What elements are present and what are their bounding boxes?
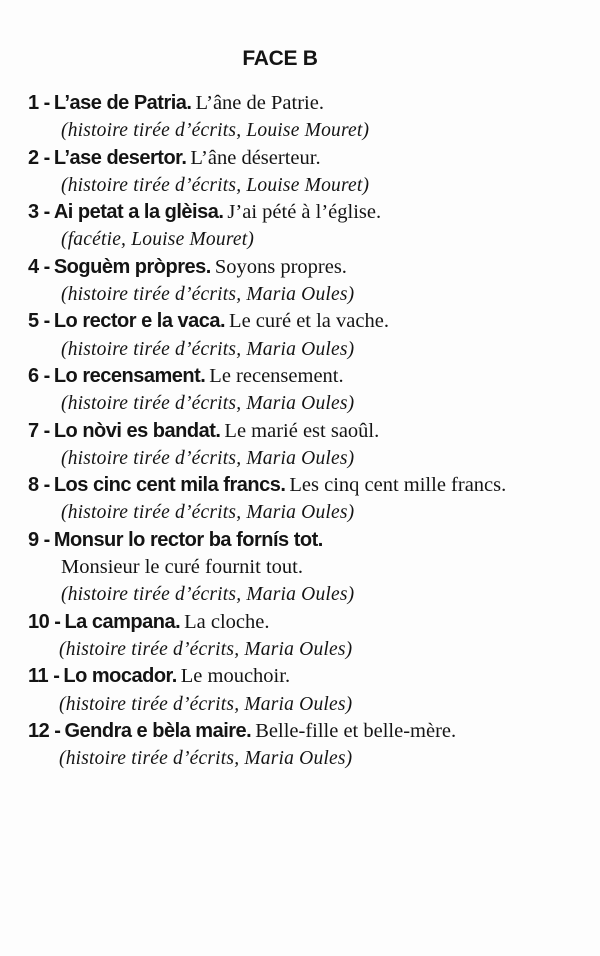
track-title-occitan: Lo nòvi es bandat.: [53, 419, 221, 442]
track-item: [28, 609, 594, 664]
track-number: 6 -: [28, 364, 50, 387]
track-number: 10 -: [28, 610, 61, 633]
track-number: 5 -: [28, 310, 50, 333]
track-title-occitan: Monsur lo rector ba fornís tot.: [53, 528, 323, 551]
track-number: 2 -: [28, 146, 50, 169]
track-source-note: (facétie, Louise Mouret): [61, 229, 255, 251]
track-title-occitan: Los cinc cent mila francs.: [53, 474, 286, 497]
track-source-note: (histoire tirée d’écrits, Louise Mouret): [61, 120, 370, 142]
track-item: [28, 363, 594, 418]
track-title-french: La cloche.: [184, 610, 270, 633]
track-title-french: Soyons propres.: [214, 255, 347, 278]
track-number: 3 -: [28, 201, 50, 224]
track-title-french: L’âne déserteur.: [190, 146, 321, 169]
track-title-occitan: L’ase de Patria.: [53, 92, 192, 114]
track-title-french: Le mouchoir.: [180, 665, 291, 688]
track-item: [28, 663, 594, 718]
track-title-occitan: Soguèm pròpres.: [53, 255, 211, 278]
track-title-occitan: La campana.: [64, 610, 181, 633]
track-number: 12 -: [28, 719, 61, 742]
track-title-french: J’ai pété à l’église.: [227, 201, 382, 224]
track-item: [28, 718, 594, 773]
track-list: [28, 90, 594, 772]
track-source-note: (histoire tirée d’écrits, Maria Oules): [59, 638, 353, 660]
track-item: [28, 418, 594, 473]
track-item: [28, 145, 594, 200]
track-item: [28, 199, 594, 254]
track-number: 8 -: [28, 474, 50, 497]
track-title-occitan: Gendra e bèla maire.: [64, 719, 252, 742]
track-item: [28, 90, 594, 145]
track-number: 4 -: [28, 255, 50, 278]
track-title-occitan: Lo mocador.: [63, 665, 177, 688]
track-title-occitan: Ai petat a la glèisa.: [53, 201, 224, 224]
track-source-note: (histoire tirée d’écrits, Maria Oules): [61, 447, 355, 469]
track-source-note: (histoire tirée d’écrits, Maria Oules): [61, 338, 355, 360]
track-title-french: Le curé et la vache.: [229, 310, 389, 333]
side-heading: FACE B: [242, 47, 318, 70]
track-source-note: (histoire tirée d’écrits, Maria Oules): [61, 393, 355, 415]
track-source-note: (histoire tirée d’écrits, Maria Oules): [59, 748, 353, 770]
track-title-occitan: Lo rector e la vaca.: [53, 310, 226, 333]
track-title-french: Le recensement.: [209, 364, 344, 387]
track-title-occitan: L’ase desertor.: [53, 146, 187, 169]
track-item: [28, 308, 594, 363]
track-title-french: L’âne de Patrie.: [195, 92, 324, 114]
track-number: 7 -: [28, 419, 50, 442]
track-source-note: (histoire tirée d’écrits, Maria Oules): [61, 284, 355, 306]
track-title-occitan: Lo recensament.: [53, 364, 206, 387]
track-item: [28, 254, 594, 309]
track-source-note: (histoire tirée d’écrits, Maria Oules): [59, 693, 353, 715]
track-title-french: Le marié est saoûl.: [224, 419, 380, 442]
track-source-note: (histoire tirée d’écrits, Maria Oules): [61, 584, 355, 606]
track-title-french: Les cinq cent mille francs.: [289, 474, 507, 497]
track-number: 9 -: [28, 528, 50, 551]
track-number: 11 -: [28, 665, 60, 688]
track-title-french: Monsieur le curé fournit tout.: [61, 556, 303, 579]
track-item: [28, 472, 594, 527]
track-source-note: (histoire tirée d’écrits, Maria Oules): [61, 502, 355, 524]
track-title-french: Belle-fille et belle-mère.: [255, 719, 457, 742]
track-number: 1 -: [28, 92, 50, 114]
track-item: [28, 527, 594, 609]
track-source-note: (histoire tirée d’écrits, Louise Mouret): [61, 174, 370, 196]
